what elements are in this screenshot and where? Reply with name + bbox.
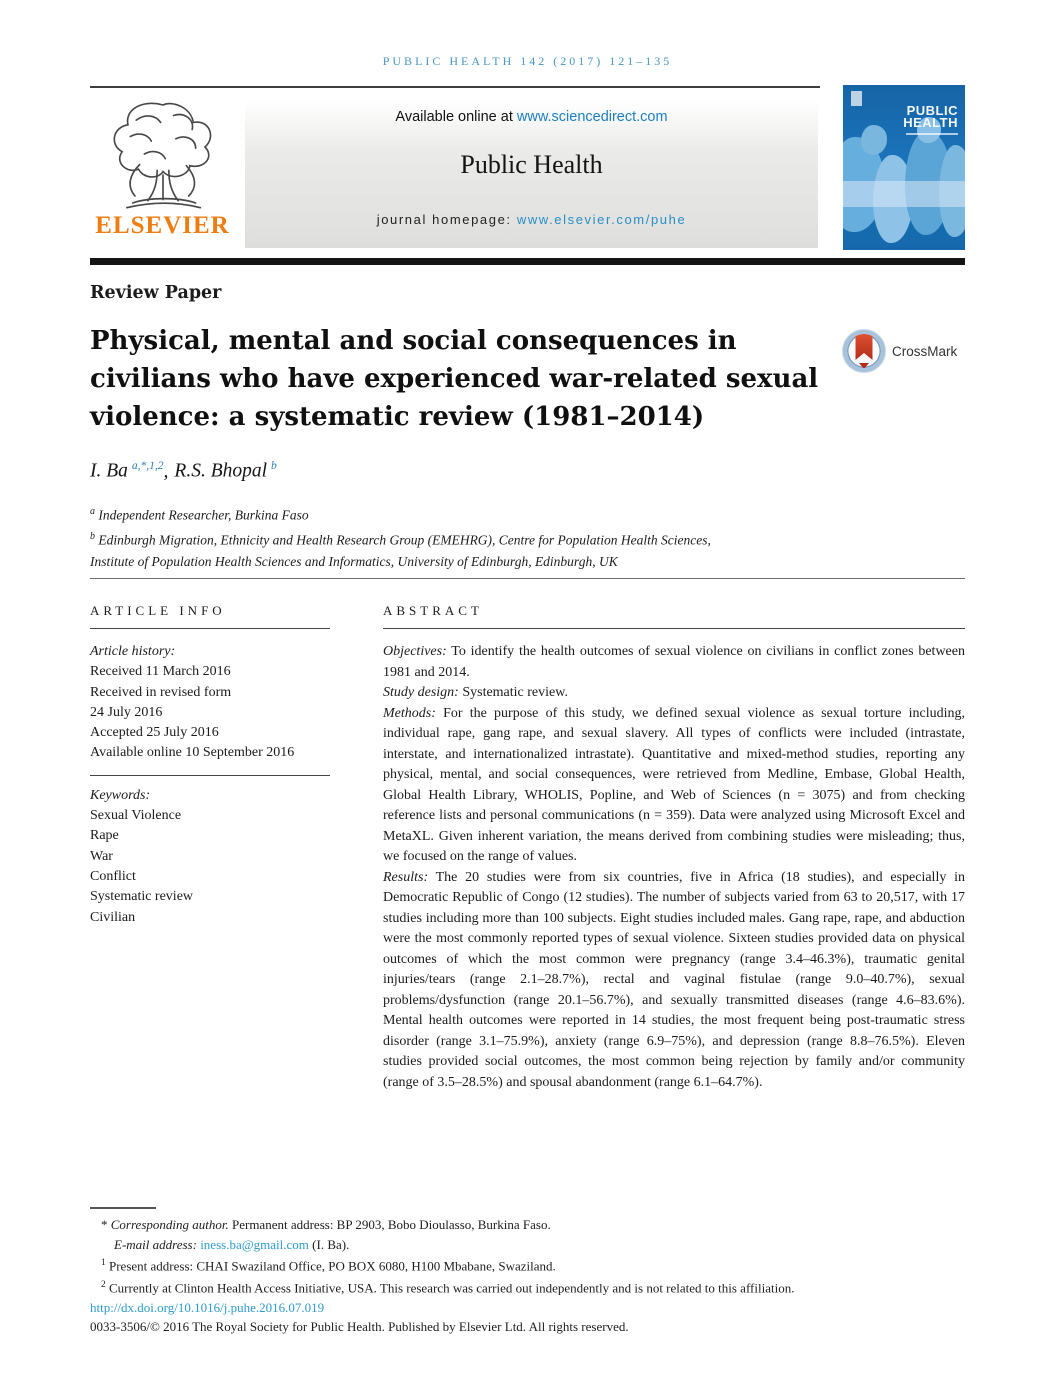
footnotes — [90, 1207, 968, 1337]
copyright-line: 0033-3506/© 2016 The Royal Society for Public Health. Published by Elsevier Ltd. All rights reserved. — [90, 1319, 629, 1335]
header-divider-bar — [90, 258, 965, 265]
article-info-heading: ARTICLE INFO — [90, 603, 226, 618]
keyword-item: Rape — [90, 828, 119, 844]
abstract-body — [383, 642, 965, 1093]
cover-title — [903, 105, 958, 129]
footnote-2-marker: 2 — [101, 1279, 106, 1290]
keyword-item: War — [90, 848, 113, 864]
affiliation-a — [90, 501, 965, 526]
affiliation-b — [90, 526, 965, 551]
corresponding-author-text: Permanent address: BP 2903, Bobo Dioulasso, Burkina Faso. — [228, 1217, 551, 1232]
keywords-divider-rule — [90, 775, 330, 776]
info-abstract-columns — [90, 603, 965, 1093]
journal-banner — [245, 100, 818, 248]
abstract-section-label: Results: — [383, 869, 429, 885]
footnote-2-text: Currently at Clinton Health Access Initiative, USA. This research was carried out independently and is not related to this affiliation. — [109, 1280, 795, 1296]
abstract-section-text: For the purpose of this study, we defined sexual violence as sexual torture including, individual rape, gang rape, and sexual slavery. All types of conflicts were included (intrastate, interstate, and internationalized intrastate). Quantitative and mixed-method studies, reporting any physical, mental, and social consequences, were retrieved from Medline, Embase, Global Health, Global Health Library, WHOLIS, Popline, and Web of Sciences (n = 3075) and from checking reference lists and personal communications (n = 359). Data were analyzed using Microsoft Excel and MetaXL. Given inherent variation, the means derived from combining studies were misleading; thus, we focused on the range of values. — [383, 705, 966, 864]
abstract-objectives — [383, 642, 965, 683]
keywords-block — [90, 786, 330, 928]
author-name: R.S. Bhopal — [174, 460, 268, 482]
affiliations-block — [90, 501, 965, 573]
elsevier-tree-icon — [104, 98, 222, 210]
affiliation-b-continued — [90, 551, 965, 573]
cover-title-line1: PUBLIC — [906, 103, 958, 118]
elsevier-logo — [90, 98, 235, 248]
article-history-label: Article history: — [90, 644, 176, 659]
footnote-1-text: Present address: CHAI Swaziland Office, PO BOX 6080, H100 Mbabane, Swaziland. — [109, 1258, 556, 1274]
homepage-label: journal homepage: — [376, 212, 517, 227]
article-info-column — [90, 603, 330, 1093]
journal-cover-thumbnail[interactable] — [843, 85, 965, 250]
keyword-item: Conflict — [90, 868, 136, 884]
cover-band — [843, 181, 965, 207]
history-item: 24 July 2016 — [90, 704, 163, 720]
abstract-section-label: Study design: — [383, 685, 459, 700]
article-title — [90, 322, 850, 436]
title-line-1: Physical, mental and social consequences in — [90, 326, 737, 356]
article-history-block — [90, 642, 330, 764]
article-type-label: Review Paper — [90, 283, 222, 303]
email-footnote — [90, 1235, 968, 1255]
abstract-section-text: The 20 studies were from six countries, five in Africa (18 studies), and especially in Democratic Republic of Congo (12 studies). The number of subjects varied from 63 to 20,517, with 17 studies including more than 100 subjects. Eight studies included males. Gang rape, rape, and abduction were the most commonly reported types of sexual violence. Sixteen studies provided data on physical outcomes of which the most common were pregnancy (range 3.4–46.3%), traumatic genital injuries/tears (range 2.1–28.7%), rectal and vaginal fistulae (range 9.0–40.7%), sexual problems/dysfunction (range 20.1–56.7%), and sexually transmitted diseases (range 4.6–83.6%). Mental health outcomes were reported in 14 studies, the most frequent being post-traumatic stress disorder (range 3.1–75.9%), anxiety (range 6.9–75%), and depression (range 8.8–76.5%). Eleven studies provided social outcomes, the most common being rejection by family and/or community (range of 3.5–28.5%) and spousal abandonment (range 6.1–64.7%). — [383, 869, 965, 1090]
section-divider-rule — [90, 578, 965, 579]
cover-title-line2: HEALTH — [903, 115, 958, 130]
corresponding-author-footnote — [90, 1215, 968, 1235]
crossmark-ribbon-icon — [856, 333, 873, 360]
header-top-rule — [90, 86, 820, 88]
affiliation-text: Institute of Population Health Sciences and Informatics, University of Edinburgh, Edinburgh, UK — [90, 554, 618, 569]
cover-subline — [906, 133, 958, 135]
crossmark-label: CrossMark — [892, 343, 958, 359]
present-address-footnote — [90, 1254, 968, 1276]
keywords-label: Keywords: — [90, 787, 151, 803]
crossmark-arrow-icon — [859, 363, 869, 369]
footnote-rule — [90, 1207, 156, 1209]
keyword-item: Civilian — [90, 909, 136, 925]
cover-crest-icon — [851, 91, 862, 106]
crossmark-icon — [843, 330, 885, 372]
author-affiliation-superscript[interactable]: b — [271, 460, 277, 472]
history-item: Received 11 March 2016 — [90, 664, 231, 680]
history-item: Available online 10 September 2016 — [90, 745, 295, 761]
article-info-rule — [90, 628, 330, 629]
journal-homepage-line — [245, 212, 818, 227]
doi-line — [90, 1298, 968, 1318]
affiliation-superscript: b — [90, 531, 95, 542]
journal-header — [90, 96, 965, 248]
abstract-section-label: Objectives: — [383, 644, 447, 659]
keyword-item: Systematic review — [90, 889, 194, 905]
corresponding-author-label: Corresponding author. — [110, 1217, 229, 1232]
affiliation-text: Edinburgh Migration, Ethnicity and Health Research Group (EMEHRG), Centre for Population Health Sciences, — [98, 532, 711, 548]
abstract-section-label: Methods: — [383, 705, 436, 721]
journal-citation: PUBLIC HEALTH 142 (2017) 121–135 — [382, 54, 673, 68]
history-item: Received in revised form — [90, 684, 232, 700]
journal-name: Public Health — [460, 150, 603, 179]
abstract-methods — [383, 704, 965, 868]
author-affiliation-superscript[interactable]: a,*,1,2 — [131, 460, 164, 472]
available-online-text: Available online at — [395, 109, 517, 125]
keyword-item: Sexual Violence — [90, 808, 182, 824]
email-suffix: (I. Ba). — [308, 1236, 350, 1252]
authors-line — [90, 460, 277, 483]
abstract-results — [383, 868, 965, 1094]
author-separator: , — [163, 460, 169, 482]
crossmark-badge[interactable] — [843, 330, 965, 372]
title-line-2: civilians who have experienced war-related sexual — [90, 364, 819, 394]
abstract-column — [383, 603, 965, 1093]
affiliation-text: Independent Researcher, Burkina Faso — [98, 507, 309, 523]
available-online-line — [245, 109, 818, 125]
footnote-star-marker: * — [101, 1217, 108, 1232]
email-label: E-mail address: — [114, 1236, 197, 1252]
journal-homepage-link[interactable]: www.elsevier.com/puhe — [516, 212, 687, 227]
history-item: Accepted 25 July 2016 — [90, 725, 219, 741]
abstract-heading: ABSTRACT — [383, 603, 483, 618]
author-name: I. Ba — [90, 460, 128, 482]
affiliation-superscript: a — [90, 506, 95, 517]
doi-link[interactable]: http://dx.doi.org/10.1016/j.puhe.2016.07.019 — [90, 1299, 325, 1315]
title-line-3: violence: a systematic review (1981–2014) — [90, 402, 705, 432]
sciencedirect-link[interactable]: www.sciencedirect.com — [516, 109, 668, 125]
abstract-section-text: To identify the health outcomes of sexual violence on civilians in conflict zones between 1981 and 2014. — [383, 644, 965, 680]
cover-silhouette — [861, 125, 887, 155]
email-link[interactable]: iness.ba@gmail.com — [200, 1236, 309, 1252]
footnote-1-marker: 1 — [101, 1258, 106, 1268]
abstract-section-text: Systematic review. — [462, 685, 568, 700]
abstract-rule — [383, 628, 965, 629]
elsevier-wordmark: ELSEVIER — [95, 212, 230, 239]
abstract-study-design — [383, 683, 965, 704]
current-affiliation-footnote — [90, 1276, 968, 1298]
